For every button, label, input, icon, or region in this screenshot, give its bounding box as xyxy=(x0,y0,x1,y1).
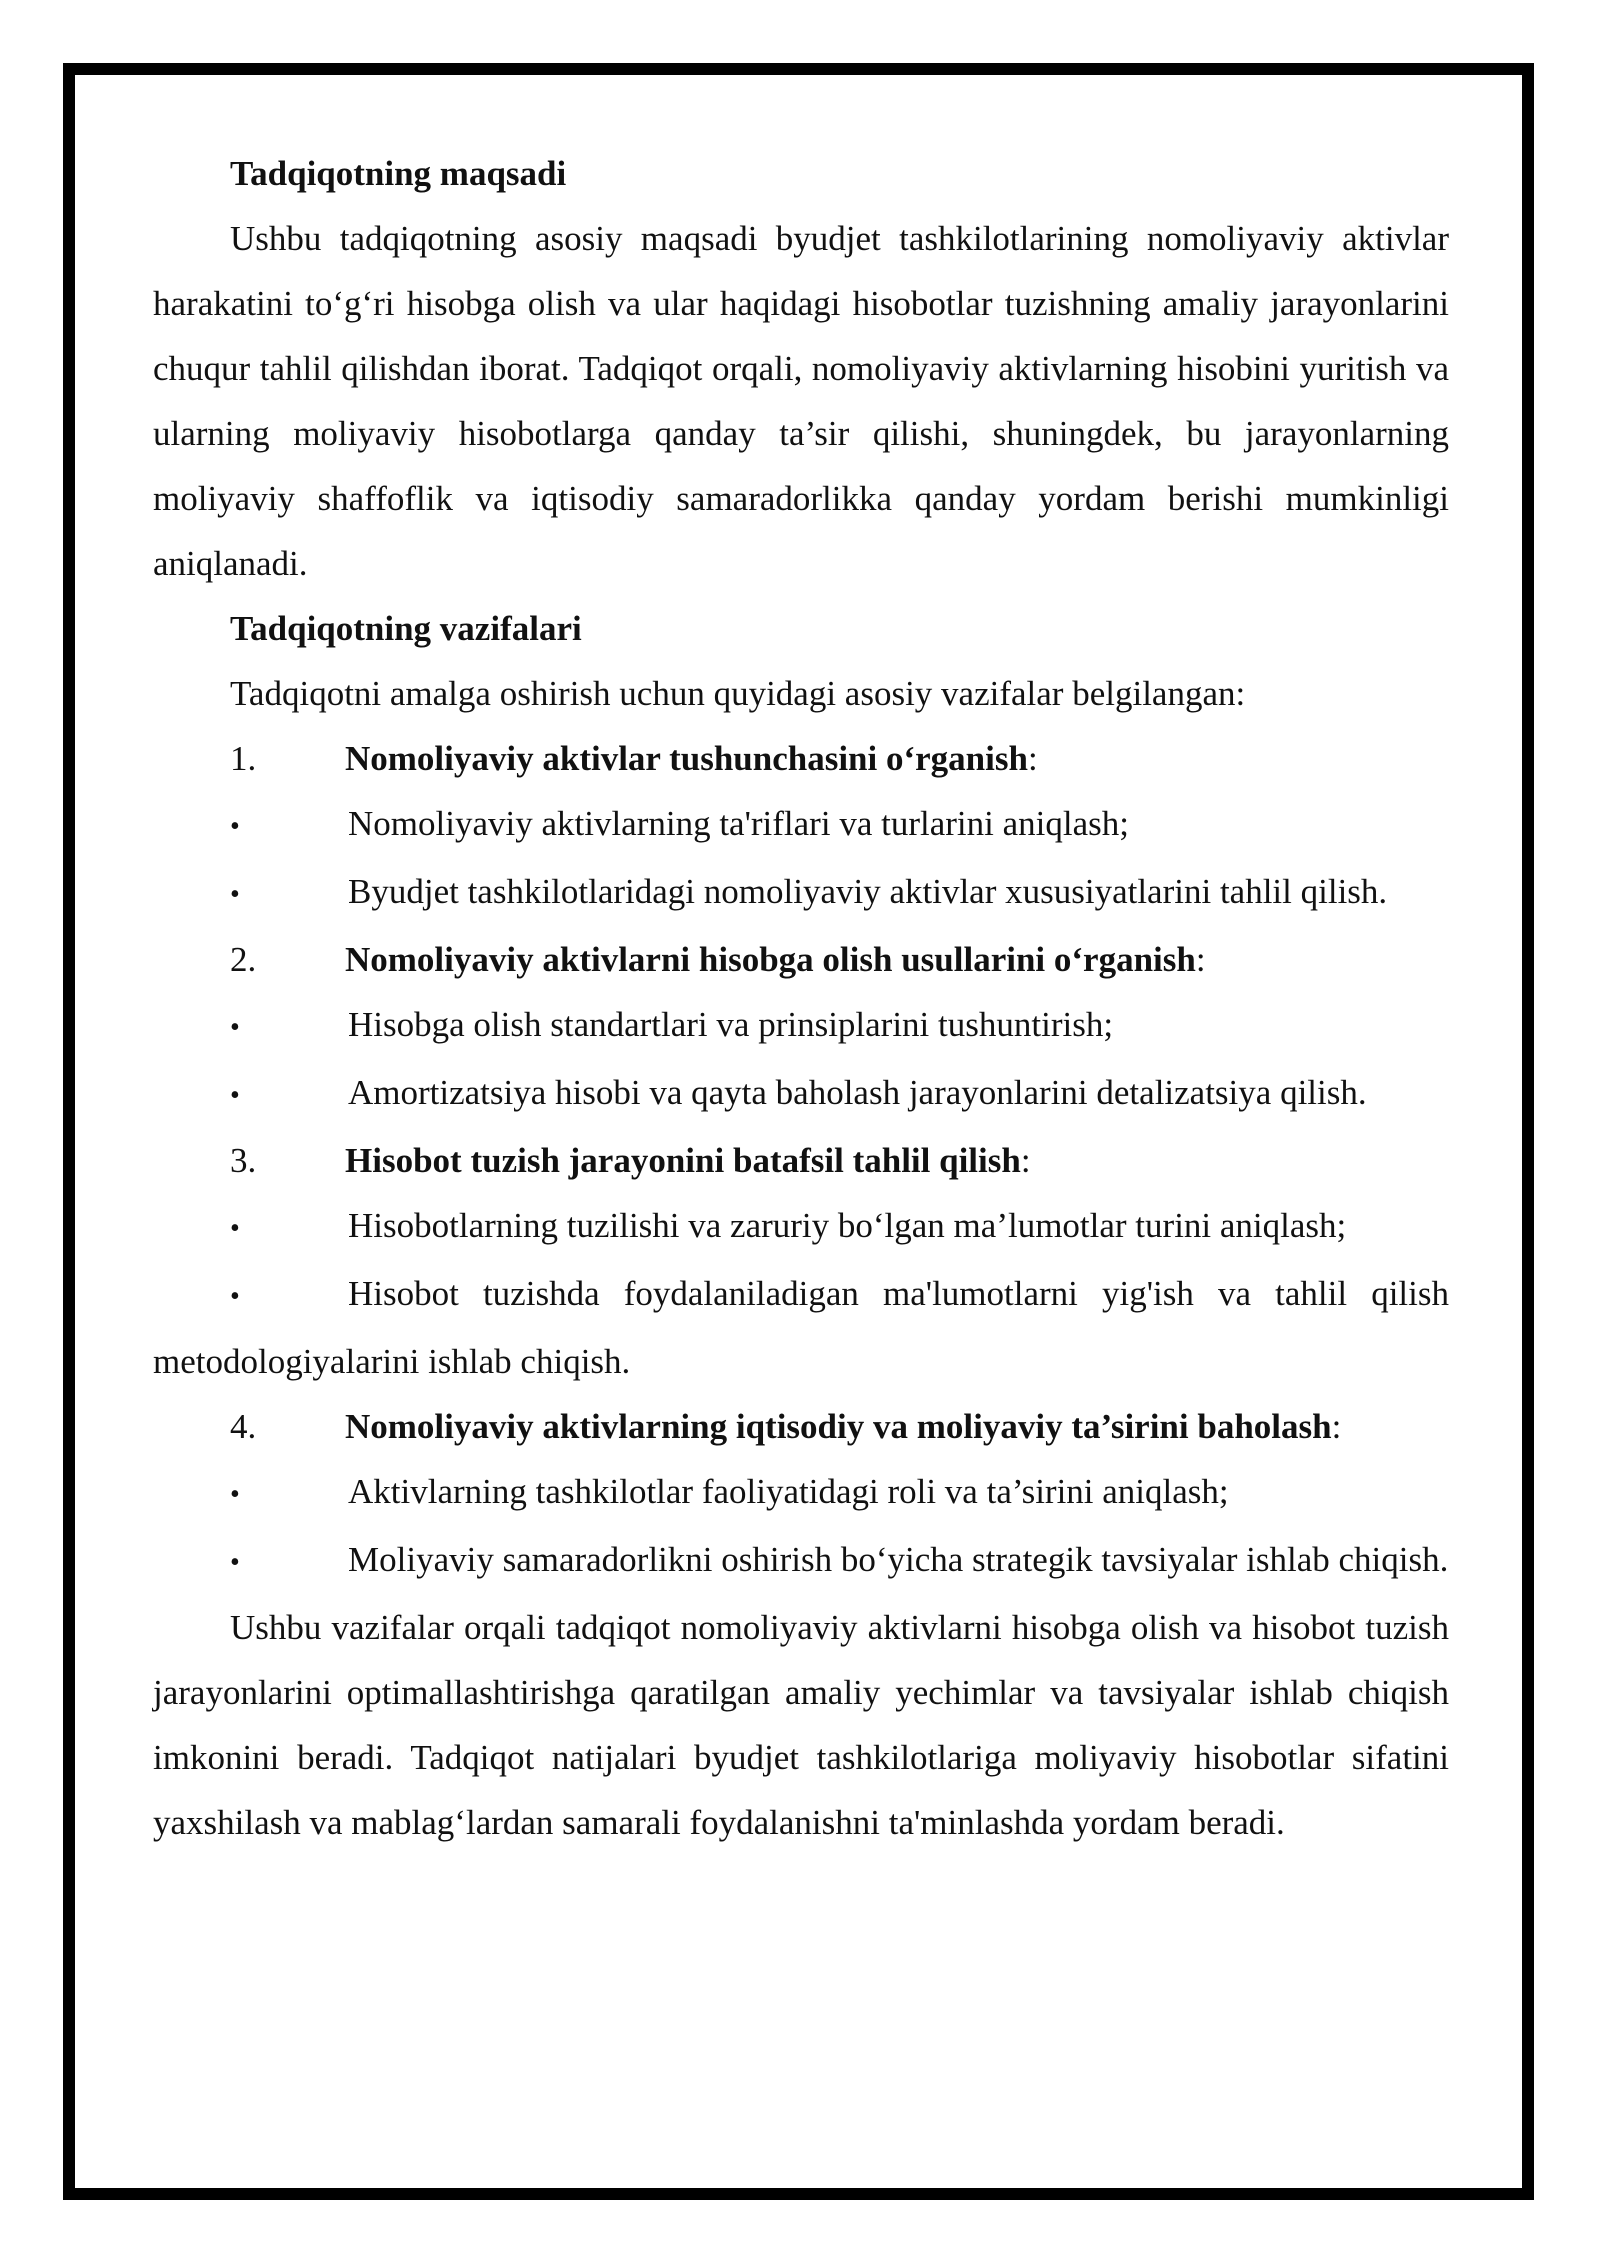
task-number: 3. xyxy=(230,1141,257,1180)
bullet-text: Byudjet tashkilotlaridagi nomoliyaviy aktivlar xususiyatlarini tahlil qilish. xyxy=(348,872,1388,911)
task-bullet xyxy=(153,992,1449,1060)
bullet-icon: • xyxy=(230,1213,240,1244)
bullet-text: Aktivlarning tashkilotlar faoliyatidagi roli va ta’sirini aniqlash; xyxy=(348,1472,1229,1511)
bullet-text: Hisobga olish standartlari va prinsiplarini tushuntirish; xyxy=(348,1005,1114,1044)
task-title-suffix: : xyxy=(1195,940,1206,979)
purpose-heading: Tadqiqotning maqsadi xyxy=(230,154,567,193)
task-item-1 xyxy=(153,726,1449,791)
bullet-icon: • xyxy=(230,1012,240,1043)
bullet-text: Hisobot tuzishda foydalaniladigan ma'lumotlarni yig'ish va tahlil qilish metodologiyalarini ishlab chiqish. xyxy=(153,1274,1449,1381)
task-title: Hisobot tuzish jarayonini batafsil tahlil qilish xyxy=(345,1141,1021,1180)
bullet-icon: • xyxy=(230,879,240,910)
task-item-4 xyxy=(153,1394,1449,1459)
task-bullet xyxy=(153,1459,1449,1527)
task-bullet xyxy=(153,1060,1449,1128)
tasks-heading: Tadqiqotning vazifalari xyxy=(230,609,582,648)
bullet-text: Amortizatsiya hisobi va qayta baholash jarayonlarini detalizatsiya qilish. xyxy=(348,1073,1367,1112)
task-item-2 xyxy=(153,927,1449,992)
bullet-text: Hisobotlarning tuzilishi va zaruriy bo‘lgan ma’lumotlar turini aniqlash; xyxy=(348,1206,1347,1245)
tasks-intro: Tadqiqotni amalga oshirish uchun quyidagi asosiy vazifalar belgilangan: xyxy=(230,674,1246,713)
task-bullet xyxy=(153,1261,1449,1394)
conclusion-paragraph: Ushbu vazifalar orqali tadqiqot nomoliyaviy aktivlarni hisobga olish va hisobot tuzish jarayonlarini optimallashtirishga qaratilgan amaliy yechimlar va tavsiyalar ishlab chiqish imkonini beradi. Tadqiqot natijalari byudjet tashkilotlariga moliyaviy hisobotlar sifatini yaxshilash va mablag‘lardan samarali foydalanishni ta'minlashda yordam beradi. xyxy=(153,1608,1449,1842)
task-title: Nomoliyaviy aktivlarni hisobga olish usullarini o‘rganish xyxy=(345,940,1196,979)
task-title: Nomoliyaviy aktivlar tushunchasini o‘rganish xyxy=(345,739,1028,778)
task-number: 4. xyxy=(230,1407,257,1446)
bullet-icon: • xyxy=(230,811,240,842)
task-number: 1. xyxy=(230,739,257,778)
bullet-text: Nomoliyaviy aktivlarning ta'riflari va turlarini aniqlash; xyxy=(348,804,1129,843)
document-body xyxy=(153,141,1449,1855)
task-number: 2. xyxy=(230,940,257,979)
purpose-paragraph: Ushbu tadqiqotning asosiy maqsadi byudjet tashkilotlarining nomoliyaviy aktivlar harakatini to‘g‘ri hisobga olish va ular haqidagi hisobotlar tuzishning amaliy jarayonlarini chuqur tahlil qilishdan iborat. Tadqiqot orqali, nomoliyaviy aktivlarning hisobini yuritish va ularning moliyaviy hisobotlarga qanday ta’sir qilishi, shuningdek, bu jarayonlarning moliyaviy shaffoflik va iqtisodiy samaradorlikka qanday yordam berishi mumkinligi aniqlanadi. xyxy=(153,219,1449,583)
task-title-suffix: : xyxy=(1331,1407,1342,1446)
bullet-icon: • xyxy=(230,1479,240,1510)
bullet-text: Moliyaviy samaradorlikni oshirish bo‘yicha strategik tavsiyalar ishlab chiqish. xyxy=(348,1540,1449,1579)
task-bullet xyxy=(153,859,1449,927)
bullet-icon: • xyxy=(230,1547,240,1578)
task-title-suffix: : xyxy=(1020,1141,1031,1180)
task-title-suffix: : xyxy=(1027,739,1038,778)
task-title: Nomoliyaviy aktivlarning iqtisodiy va moliyaviy ta’sirini baholash xyxy=(345,1407,1332,1446)
task-bullet xyxy=(153,1193,1449,1261)
task-item-3 xyxy=(153,1128,1449,1193)
bullet-icon: • xyxy=(230,1080,240,1111)
bullet-icon: • xyxy=(230,1281,240,1312)
task-bullet xyxy=(153,1527,1449,1595)
task-bullet xyxy=(153,791,1449,859)
